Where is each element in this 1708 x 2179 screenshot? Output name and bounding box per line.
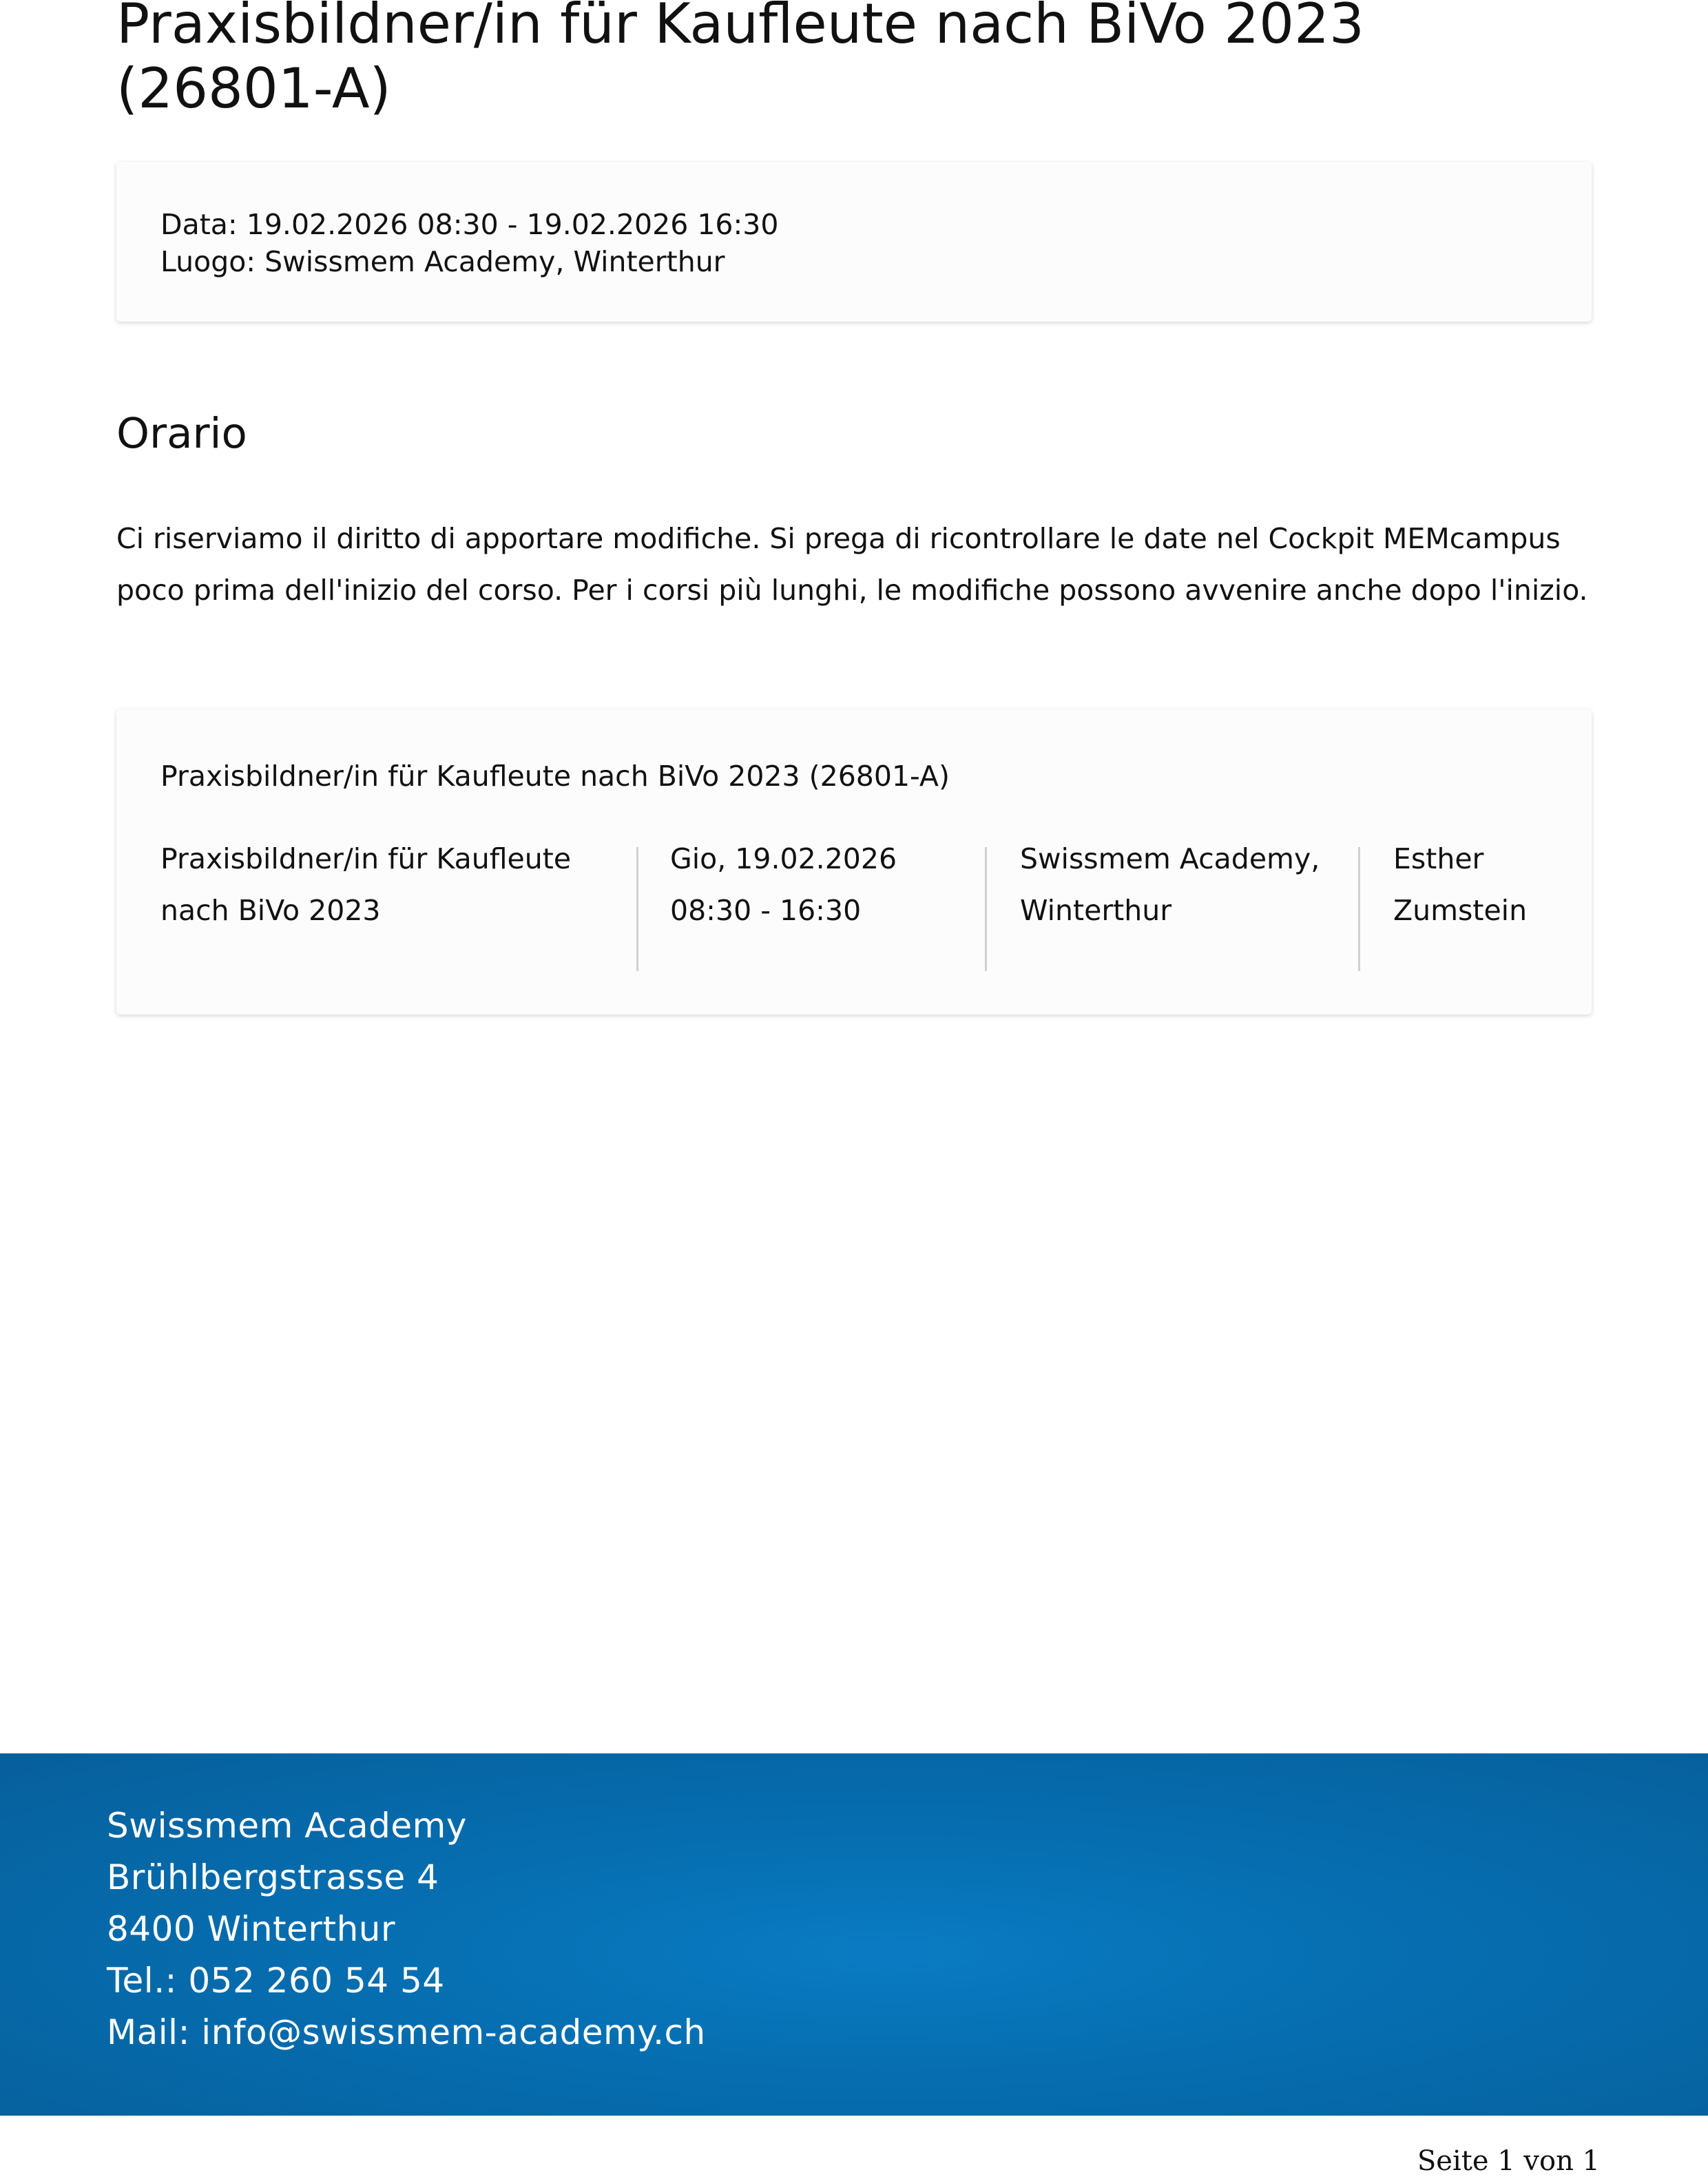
- footer-street: Brühlbergstrasse 4: [107, 1857, 439, 1897]
- schedule-card: [116, 709, 1592, 1014]
- schedule-notice: Ci riserviamo il diritto di apportare modifiche. Si prega di ricontrollare le date nel Cockpit MEMcampus poco prima dell'inizio del corso. Per i corsi più lunghi, le modifiche possono avvenire anche dopo l'inizio.: [116, 522, 1588, 607]
- page-title: [116, 0, 1590, 121]
- column-divider: [1358, 847, 1360, 971]
- page-title-line-2: (26801-A): [116, 56, 391, 121]
- page-title-line-1: Praxisbildner/in für Kaufleute nach BiVo 2023: [116, 0, 1364, 56]
- schedule-location-line-1: Swissmem Academy,: [1020, 842, 1320, 875]
- schedule-course-line-2: nach BiVo 2023: [160, 894, 381, 927]
- schedule-location-line-2: Winterthur: [1020, 894, 1172, 927]
- schedule-date-line-1: Gio, 19.02.2026: [670, 842, 897, 875]
- schedule-time-line: 08:30 - 16:30: [670, 894, 862, 927]
- schedule-date-cell: [670, 833, 994, 937]
- footer-email: Mail: info@swissmem-academy.ch: [107, 2012, 706, 2052]
- course-date: Data: 19.02.2026 08:30 - 19.02.2026 16:30: [160, 208, 779, 241]
- footer-phone: Tel.: 052 260 54 54: [107, 1961, 445, 2001]
- schedule-course-cell: [160, 833, 587, 937]
- course-info-card: [116, 162, 1592, 322]
- footer-city: 8400 Winterthur: [107, 1909, 396, 1949]
- column-divider: [985, 847, 987, 971]
- schedule-instructor-line-1: Esther: [1393, 842, 1484, 875]
- schedule-instructor-line-2: Zumstein: [1393, 894, 1528, 927]
- course-location: Luogo: Swissmem Academy, Winterthur: [160, 245, 725, 278]
- schedule-card-title: Praxisbildner/in für Kaufleute nach BiVo 2023 (26801-A): [160, 760, 950, 793]
- schedule-location-cell: [1020, 833, 1378, 937]
- footer-organization: Swissmem Academy: [107, 1806, 467, 1846]
- schedule-heading: Orario: [116, 409, 247, 458]
- column-divider: [636, 847, 638, 971]
- schedule-course-line-1: Praxisbildner/in für Kaufleute: [160, 842, 572, 875]
- page-number: Seite 1 von 1: [1417, 2145, 1600, 2177]
- contact-footer: [0, 1753, 1708, 2116]
- schedule-instructor-cell: [1393, 833, 1572, 937]
